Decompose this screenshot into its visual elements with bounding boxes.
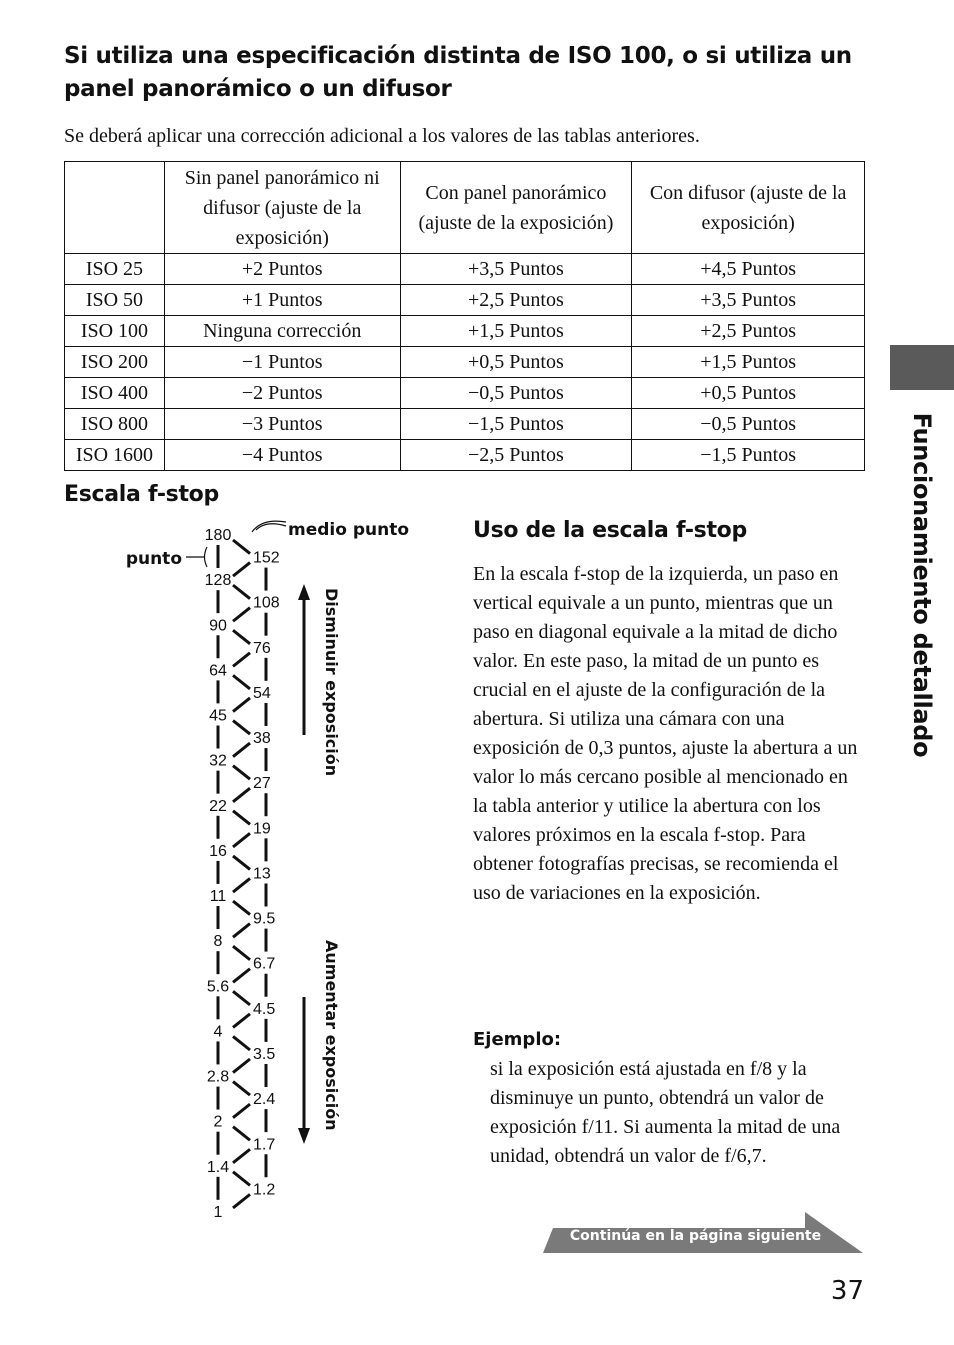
- fstop-left-value: 2.8: [206, 1068, 230, 1086]
- diagonal-half-stop: [233, 1036, 250, 1050]
- decrease-arrow-icon: [298, 584, 310, 600]
- diagonal-half-stop: [233, 563, 250, 577]
- table-row: [65, 285, 865, 316]
- table-header-cell: Con difusor (ajuste de la exposición): [632, 162, 865, 254]
- fstop-left-value: 45: [209, 707, 227, 725]
- fstop-right-value: 27: [253, 775, 271, 793]
- diagonal-half-stop: [233, 721, 250, 735]
- half-stop-callout-line: [252, 521, 286, 532]
- table-row: [65, 378, 865, 409]
- correction-cell: −4 Puntos: [164, 440, 400, 471]
- diagonal-half-stop: [233, 811, 250, 825]
- diagonal-half-stop: [233, 698, 250, 712]
- stop-label: punto: [125, 549, 182, 569]
- table-row: [65, 316, 865, 347]
- diagonal-half-stop: [233, 856, 250, 870]
- table-header-cell: Sin panel panorámico ni difusor (ajuste de la exposición): [164, 162, 400, 254]
- fstop-left-value: 64: [209, 662, 227, 680]
- usage-title: Uso de la escala f-stop: [473, 518, 747, 543]
- intro-text: Se deberá aplicar una corrección adicional a los valores de las tablas anteriores.: [64, 125, 700, 147]
- diagonal-half-stop: [233, 675, 250, 689]
- fstop-right-value: 19: [253, 820, 271, 838]
- fstop-left-value: 22: [209, 797, 227, 815]
- iso-cell: ISO 200: [65, 347, 165, 378]
- fstop-right-value: 1.2: [253, 1181, 276, 1199]
- chapter-title: Funcionamiento detallado: [908, 412, 936, 758]
- iso-cell: ISO 25: [65, 254, 165, 285]
- correction-cell: +0,5 Puntos: [400, 347, 632, 378]
- diagonal-half-stop: [233, 1127, 250, 1141]
- fstop-right-value: 38: [253, 730, 271, 748]
- fstop-left-value: 180: [204, 527, 232, 544]
- fstop-left-value: 8: [213, 933, 223, 951]
- correction-cell: +3,5 Puntos: [632, 285, 865, 316]
- diagonal-half-stop: [233, 630, 250, 644]
- correction-cell: +3,5 Puntos: [400, 254, 632, 285]
- correction-cell: +2,5 Puntos: [400, 285, 632, 316]
- diagonal-half-stop: [233, 1149, 250, 1163]
- fstop-right-value: 13: [253, 865, 271, 883]
- decrease-exposure-label: Disminuir exposición: [322, 588, 341, 777]
- fstop-right-value: 2.4: [253, 1091, 276, 1109]
- diagonal-half-stop: [233, 788, 250, 802]
- correction-cell: −3 Puntos: [164, 409, 400, 440]
- fstop-right-value: 54: [253, 684, 271, 702]
- fstop-right-value: 108: [253, 594, 280, 612]
- fstop-left-value: 16: [209, 842, 227, 860]
- stop-callout-bracket: [205, 547, 208, 567]
- example-label: Ejemplo:: [473, 1029, 562, 1050]
- correction-cell: +1,5 Puntos: [400, 316, 632, 347]
- correction-cell: +0,5 Puntos: [632, 378, 865, 409]
- correction-cell: +1,5 Puntos: [632, 347, 865, 378]
- half-stop-label: medio punto: [288, 520, 410, 540]
- correction-cell: +2 Puntos: [164, 254, 400, 285]
- page-number: 37: [830, 1276, 864, 1306]
- fstop-left-value: 128: [204, 572, 232, 590]
- correction-cell: +2,5 Puntos: [632, 316, 865, 347]
- diagonal-half-stop: [233, 608, 250, 622]
- diagonal-half-stop: [233, 991, 250, 1005]
- table-row: [65, 347, 865, 378]
- table-row: [65, 254, 865, 285]
- diagonal-half-stop: [233, 653, 250, 667]
- fstop-right-value: 6.7: [253, 955, 276, 973]
- diagonal-half-stop: [233, 1059, 250, 1073]
- fstop-title: Escala f-stop: [64, 482, 219, 507]
- correction-cell: −1,5 Puntos: [400, 409, 632, 440]
- fstop-left-value: 5.6: [206, 978, 230, 996]
- correction-cell: −1 Puntos: [164, 347, 400, 378]
- diagonal-half-stop: [233, 540, 250, 554]
- iso-cell: ISO 800: [65, 409, 165, 440]
- diagonal-half-stop: [233, 1014, 250, 1028]
- fstop-right-value: 3.5: [253, 1045, 276, 1063]
- correction-cell: −2,5 Puntos: [400, 440, 632, 471]
- fstop-right-value: 76: [253, 639, 271, 657]
- fstop-right-value: 4.5: [253, 1000, 276, 1018]
- table-row: [65, 409, 865, 440]
- iso-cell: ISO 1600: [65, 440, 165, 471]
- iso-correction-table: [64, 161, 865, 471]
- correction-cell: −0,5 Puntos: [632, 409, 865, 440]
- fstop-right-value: 1.7: [253, 1136, 276, 1154]
- diagonal-half-stop: [233, 901, 250, 915]
- correction-cell: −1,5 Puntos: [632, 440, 865, 471]
- diagonal-half-stop: [233, 1082, 250, 1096]
- iso-cell: ISO 400: [65, 378, 165, 409]
- diagonal-half-stop: [233, 833, 250, 847]
- example-text: si la exposición está ajustada en f/8 y la disminuye un punto, obtendrá un valor de exposición f/11. Si aumenta la mitad de una unidad, obtendrá un valor de f/6,7.: [490, 1058, 841, 1167]
- table-header-cell: [65, 162, 165, 254]
- diagonal-half-stop: [233, 924, 250, 938]
- diagonal-half-stop: [233, 1194, 250, 1208]
- table-header-cell: Con panel panorámico (ajuste de la exposición): [400, 162, 632, 254]
- fstop-left-value: 1.4: [206, 1158, 230, 1176]
- fstop-left-value: 32: [209, 752, 227, 770]
- fstop-left-value: 11: [209, 888, 227, 906]
- diagonal-half-stop: [233, 766, 250, 780]
- fstop-scale-diagram: [110, 505, 410, 1225]
- increase-exposure-label: Aumentar exposición: [322, 940, 341, 1131]
- diagonal-half-stop: [233, 946, 250, 960]
- iso-cell: ISO 50: [65, 285, 165, 316]
- correction-cell: Ninguna corrección: [164, 316, 400, 347]
- usage-body: En la escala f-stop de la izquierda, un paso en vertical equivale a un punto, mientras que un paso en diagonal equivale a la mitad de dicho valor. En este paso, la mitad de un punto es crucial en el ajuste de la configuración de la abertura. Si utiliza una cámara con una exposición de 0,3 puntos, ajuste la abertura a un valor lo más cercano posible al mencionado en la tabla anterior y utilice la abertura con los valores próximos en la escala f-stop. Para obtener fotografías precisas, se recomienda el uso de variaciones en la exposición.: [473, 563, 858, 904]
- iso-cell: ISO 100: [65, 316, 165, 347]
- correction-cell: −0,5 Puntos: [400, 378, 632, 409]
- diagonal-half-stop: [233, 585, 250, 599]
- table-header-row: [65, 162, 865, 254]
- fstop-right-value: 9.5: [253, 910, 276, 928]
- fstop-left-value: 4: [213, 1023, 223, 1041]
- diagonal-half-stop: [233, 878, 250, 892]
- section-heading: Si utiliza una especificación distinta de ISO 100, o si utiliza un panel panorámico o un difusor: [64, 43, 852, 102]
- continue-banner: [543, 1212, 863, 1253]
- fstop-left-value: 2: [213, 1113, 223, 1131]
- fstop-left-value: 90: [209, 617, 227, 635]
- fstop-right-value: 152: [253, 549, 280, 567]
- increase-arrow-icon: [298, 1128, 310, 1144]
- table-row: [65, 440, 865, 471]
- fstop-left-value: 1: [213, 1203, 223, 1221]
- diagonal-half-stop: [233, 743, 250, 757]
- diagonal-half-stop: [233, 1104, 250, 1118]
- diagonal-half-stop: [233, 1172, 250, 1186]
- correction-cell: −2 Puntos: [164, 378, 400, 409]
- continue-text: Continúa en la página siguiente: [569, 1228, 822, 1244]
- correction-cell: +4,5 Puntos: [632, 254, 865, 285]
- diagonal-half-stop: [233, 969, 250, 983]
- correction-cell: +1 Puntos: [164, 285, 400, 316]
